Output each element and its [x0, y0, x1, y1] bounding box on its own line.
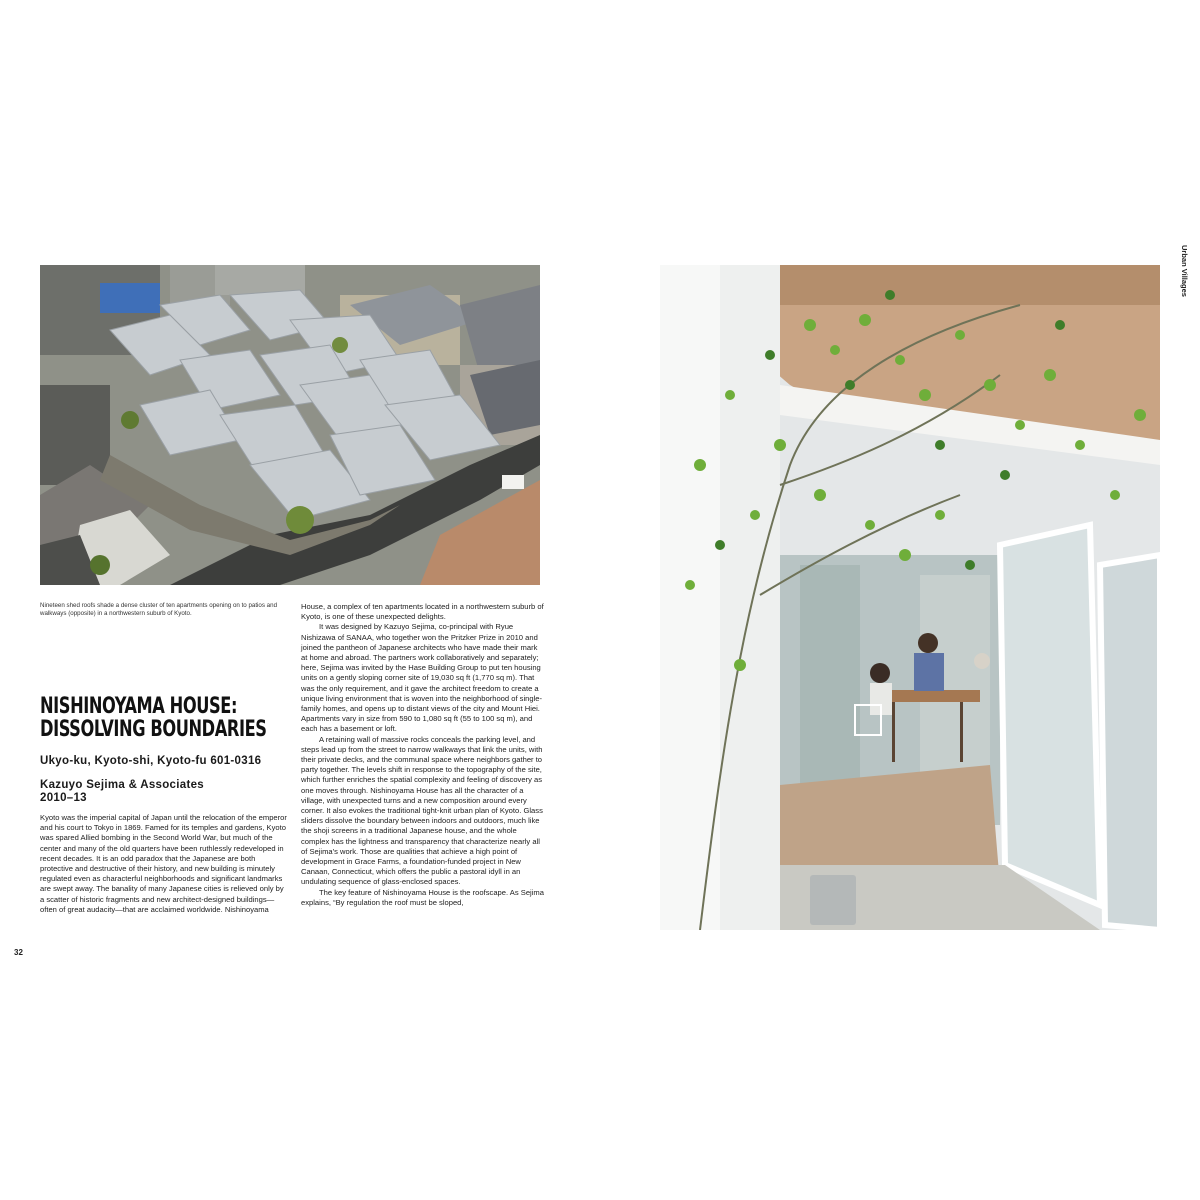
address: Ukyo-ku, Kyoto-shi, Kyoto-fu 601-0316	[40, 755, 262, 767]
body-column-1	[40, 813, 288, 915]
project-years: 2010–13	[40, 792, 87, 804]
body-paragraph: Kyoto was the imperial capital of Japan until the relocation of the emperor and his court to Tokyo in 1869. Famed for its temples and gardens, Kyoto was spared Allied bombing in the Second World War, but much of the center and many of the old quarters have been ruthlessly redeveloped in recent decades. It is an odd paradox that the Japanese are both protective and destructive of their history, and new building is minutely regulated even as characterful neighborhoods and significant landmarks are swept away. The banality of many Japanese cities is relieved only by a scatter of historic fragments and new architect-designed buildings—often of great audacity—that are acclaimed worldwide. Nishinoyama	[40, 813, 287, 914]
page-number: 32	[14, 948, 23, 957]
photo-caption: Nineteen shed roofs shade a dense cluster of ten apartments opening on to patios and walkways (opposite) in a northwestern suburb of Kyoto.	[40, 602, 278, 617]
body-paragraph: House, a complex of ten apartments located in a northwestern suburb of Kyoto, is one of these unexpected delights.	[301, 602, 544, 622]
title-line-2: DISSOLVING BOUNDARIES	[40, 717, 267, 742]
section-label: Urban Villages	[1180, 245, 1189, 297]
aerial-photo	[40, 265, 540, 585]
architect-block	[40, 779, 290, 805]
body-paragraph: It was designed by Kazuyo Sejima, co-principal with Ryue Nishizawa of SANAA, who together won the Pritzker Prize in 2010 and joined the pantheon of Japanese architects who have made their mark at home and abroad. The partners work collaboratively and separately; here, Sejima was invited by the Hase Building Group to put ten housing units on a gently sloping corner site of 19,030 sq ft (1,770 sq m). That was the only requirement, and it gave the architect freedom to create a unique living environment that is woven into the neighborhood of single-family homes, and opens up to distant views of the city and Mount Hiei. Apartments vary in size from 590 to 1,080 sq ft (55 to 100 sq m), and each has a basement or loft.	[301, 622, 543, 734]
interior-photo	[660, 265, 1160, 930]
body-paragraph: A retaining wall of massive rocks conceals the parking level, and steps lead up from the street to narrow walkways that link the units, with their private decks, and the communal space where neighbors gather to party together. The levels shift in response to the topography of the site, which further enriches the spatial complexity and feeling of discovery as one moves through. Nishinoyama House has all the character of a village, with unexpected turns and a new composition around every corner. It also evokes the traditional tight-knit urban plan of Kyoto. Glass sliders dissolve the boundary between indoors and outdoors, much like the shoji screens in a traditional Japanese house, and the whole complex has the lightness and transparency that characterize nearly all of Sejima's work. Those are qualities that achieve a high point of development in Grace Farms, a foundation-funded project in New Canaan, Connecticut, which offers the public a pastoral idyll in an undulating sequence of glass-enclosed spaces.	[301, 734, 543, 887]
article-title	[40, 694, 267, 742]
architect-name: Kazuyo Sejima & Associates	[40, 779, 204, 791]
title-line-1: NISHINOYAMA HOUSE:	[40, 694, 238, 719]
body-column-2	[301, 602, 544, 908]
body-paragraph: The key feature of Nishinoyama House is the roofscape. As Sejima explains, “By regulation the roof must be sloped,	[301, 887, 544, 907]
